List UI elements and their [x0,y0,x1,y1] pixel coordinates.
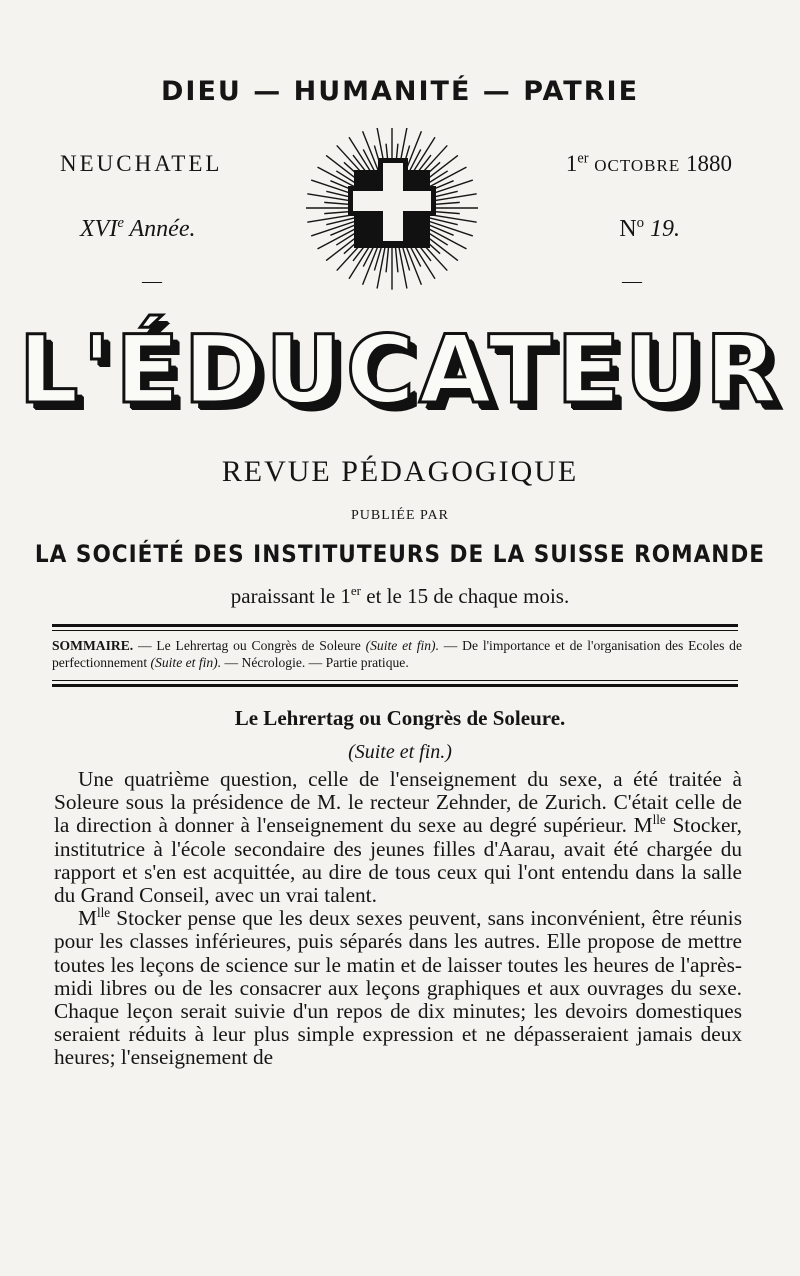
rule-top-thick [52,624,738,627]
paragraph-2 [54,907,742,1069]
published-by: PUBLIÉE PAR [350,508,449,523]
summary-text-1: — Le Lehrertag ou Congrès de Soleure [133,638,366,653]
paragraph-1 [54,768,742,907]
p2-sup: lle [96,905,111,921]
article-title: Le Lehrertag ou Congrès de Soleure. [234,706,566,730]
summary-italic-2: (Suite et fin). [150,655,222,670]
right-dash: — [622,270,642,292]
motto: DIEU — HUMANITÉ — PATRIE [160,76,640,107]
masthead-subtitle: REVUE PÉDAGOGIQUE [221,455,579,488]
volume-roman: XVI [80,216,118,242]
frequency-sup: er [350,583,362,598]
summary-text-2: — De l'importance et de l'organisation des Ecoles de perfectionnement [52,638,742,670]
date-day: 1 [565,151,578,176]
number-value: 19. [650,216,680,242]
p2-part-b: Stocker pense que les deux sexes peuvent, sans inconvénient, être réunis pour les classes inférieures, puis séparés dans les autres. Elle propose de mettre toutes les leçons de science sur le matin et de laisser toutes les heures de l'après-midi libres ou de les consacrer aux leçons graphiques et aux ouvrages du sexe. Chaque leçon serait suivie d'un repos de dix minutes; les devoirs domestiques seraient réduits à leur plus simple expression et ne dépasseraient jamais deux heures; l'enseignement de [54,906,742,1070]
number-sup: o [636,215,644,231]
left-dash: — [142,270,162,292]
rule-top-thin [52,630,738,631]
society-name: LA SOCIÉTÉ DES INSTITUTEURS DE LA SUISSE ROMANDE [34,540,766,568]
rule-bottom-thin [52,680,738,681]
volume-suffix: Année. [129,216,196,242]
rule-bottom-thick [52,684,738,687]
frequency-part-b: et le 15 de chaque mois. [361,584,570,608]
issue-number [619,216,680,243]
p1-part-b: Stocker, institutrice à l'école secondaire des jeunes filles d'Aarau, avait été chargée du rapport et s'en est acquittée, au dire de tous ceux qui l'ont entendu dans la salle du Grand Conseil, avec un vrai talent. [54,813,742,908]
p1-sup: lle [652,812,666,828]
article-body [54,768,742,1070]
number-prefix: N [619,216,637,242]
p2-part-a: M [78,906,97,931]
summary [52,637,742,671]
frequency-part-a: paraissant le 1 [230,584,351,608]
volume-year [80,216,195,243]
summary-label: SOMMAIRE. [52,638,134,653]
article-subtitle: (Suite et fin.) [348,741,452,763]
summary-text-3: — Nécrologie. — Partie pratique. [221,655,409,670]
issue-date [566,151,732,177]
summary-italic-1: (Suite et fin). [365,638,439,653]
swiss-cross-emblem [306,128,478,290]
masthead-title: L'ÉDUCATEUR [18,316,782,425]
date-day-sup: er [577,150,589,167]
publication-frequency [0,584,800,609]
date-year: 1880 [686,151,732,176]
city: NEUCHATEL [60,151,223,176]
date-month: OCTOBRE [594,156,681,175]
p1-part-a: Une quatrième question, celle de l'enseignement du sexe, a été traitée à Soleure sous la présidence de M. le recteur Zehnder, de Zurich. C'était celle de la direction à donner à l'enseignement du sexe au degré supérieur. M [54,767,742,838]
volume-sup: e [117,215,124,231]
